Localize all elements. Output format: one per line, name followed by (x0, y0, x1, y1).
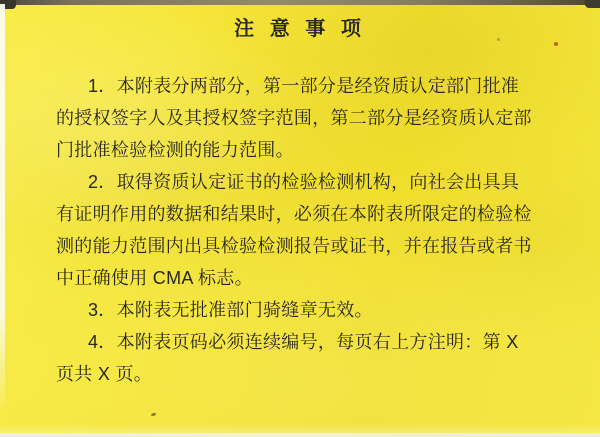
notice-line-1: 1．本附表分两部分，第一部分是经资质认定部门批准 (88, 76, 520, 96)
page-title: 注 意 事 项 (234, 18, 366, 40)
page-top-right-corner-shadow (585, 0, 600, 8)
page-bottom-edge-strip (0, 433, 600, 437)
dark-speck (151, 412, 157, 417)
notice-line-6: 测的能力范围内出具检验检测报告或证书，并在报告或者书 (56, 236, 532, 256)
notice-line-2: 的授权签字人及其授权签字范围，第二部分是经资质认定部 (56, 108, 532, 128)
page-left-edge-highlight (0, 4, 5, 414)
notice-line-9: 4．本附表页码必须连续编号，每页右上方注明：第 X (88, 332, 519, 352)
page-bottom-edge-fade (0, 423, 600, 433)
notice-line-8: 3．本附表无批准部门骑缝章无效。 (88, 300, 373, 320)
notice-text-block (56, 70, 532, 390)
notice-line-3: 门批准检验检测的能力范围。 (56, 140, 294, 160)
faint-speck (497, 38, 500, 41)
notice-line-7: 中正确使用 CMA 标志。 (56, 268, 253, 288)
page-top-edge-shadow (0, 0, 600, 5)
notice-line-4: 2．取得资质认定证书的检验检测机构，向社会出具具 (88, 172, 520, 192)
red-ink-speck (554, 42, 558, 46)
notice-line-5: 有证明作用的数据和结果时，必须在本附表所限定的检验检 (56, 204, 532, 224)
notice-line-10: 页共 X 页。 (56, 364, 153, 384)
